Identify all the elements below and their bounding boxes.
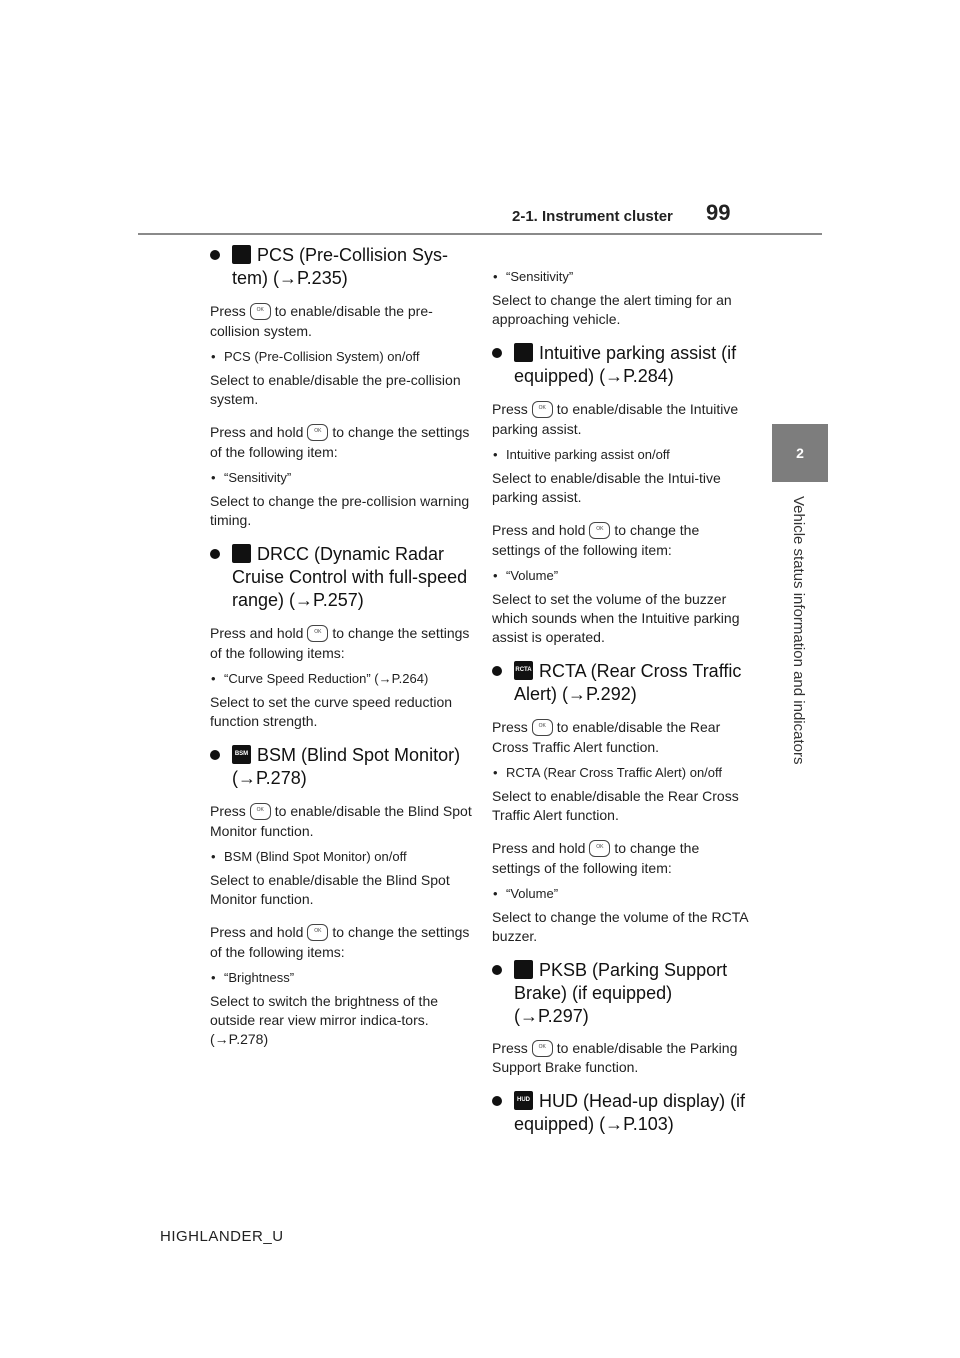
bsm-title: BSM (Blind Spot Monitor) ( — [232, 745, 461, 788]
hud-heading — [492, 1090, 750, 1136]
pcs-press-text: to enable/disable the pre-collision system. — [210, 303, 433, 339]
ref-arrow: → — [605, 1114, 624, 1134]
ipa-desc-onoff: Select to enable/disable the Intui-tive parking assist. — [492, 470, 721, 505]
bullet-icon — [492, 666, 502, 676]
bsm-press — [210, 801, 472, 841]
pcs-icon — [232, 245, 251, 264]
pksb-heading — [492, 959, 750, 1028]
rcta-press-text: to enable/disable the Rear Cross Traffic Alert function. — [492, 719, 721, 755]
sensitivity-desc: Select to change the alert timing for an approaching vehicle. — [492, 292, 732, 327]
bsm-desc-brightness-text: Select to switch the brightness of the outside rear view mirror indica-tors. ( — [210, 993, 439, 1047]
press-hold-label: Press and hold — [210, 625, 304, 641]
rcta-icon: RCTA — [514, 661, 533, 680]
bsm-icon: BSM — [232, 745, 251, 764]
chapter-title: Vehicle status information and indicators — [790, 496, 807, 765]
ok-button-icon — [532, 719, 553, 736]
rcta-hold-text: to change the settings of the following item: — [492, 840, 700, 876]
press-hold-label: Press and hold — [210, 924, 304, 940]
bullet-icon — [210, 250, 220, 260]
pksb-ref[interactable]: P.297) — [538, 1006, 589, 1026]
ok-button-icon — [589, 522, 610, 539]
right-column — [492, 268, 750, 1147]
ref-arrow: → — [238, 768, 256, 788]
ref-arrow: → — [378, 671, 392, 686]
ipa-press-text: to enable/disable the Intuitive parking assist. — [492, 401, 739, 437]
drcc-item-curve — [210, 670, 472, 688]
rcta-ref[interactable]: P.292) — [586, 684, 637, 704]
rcta-hold — [492, 838, 750, 878]
pcs-desc-onoff: Select to enable/disable the pre-collision system. — [210, 372, 461, 407]
bullet-icon — [492, 1096, 502, 1106]
drcc-item-curve-text: “Curve Speed Reduction” ( — [224, 671, 379, 686]
bullet-icon — [210, 549, 220, 559]
rcta-press — [492, 717, 750, 757]
ipa-item-volume: • “Volume” — [492, 567, 750, 585]
bsm-ref[interactable]: P.278) — [256, 768, 307, 788]
press-hold-label: Press and hold — [492, 522, 586, 538]
ok-button-icon — [532, 1040, 553, 1057]
ipa-ref[interactable]: P.284) — [623, 366, 674, 386]
ok-button-icon — [250, 303, 271, 320]
pksb-press — [492, 1039, 750, 1077]
hud-icon: HUD — [514, 1091, 533, 1110]
ipa-desc-volume: Select to set the volume of the buzzer which sounds when the Intuitive parking assist is operated. — [492, 591, 740, 645]
ipa-heading — [492, 342, 750, 388]
ok-button-icon — [250, 803, 271, 820]
ref-arrow: → — [279, 268, 297, 288]
rcta-item-volume: • “Volume” — [492, 885, 750, 903]
press-label: Press — [210, 803, 246, 819]
ref-arrow: → — [605, 366, 624, 386]
pcs-hold — [210, 422, 472, 462]
pcs-press — [210, 301, 472, 341]
ipa-hold — [492, 520, 750, 560]
ipa-title: Intuitive parking assist (if equipped) ( — [514, 343, 737, 386]
ipa-hold-text: to change the settings of the following item: — [492, 522, 700, 558]
page-number: 99 — [706, 200, 731, 225]
bsm-hold-text: to change the settings of the following items: — [210, 924, 470, 960]
hud-title: HUD (Head-up display) (if equipped) ( — [514, 1091, 746, 1134]
left-column — [210, 244, 472, 1062]
bullet-icon — [210, 750, 220, 760]
ok-button-icon — [307, 424, 328, 441]
pcs-hold-text: to change the settings of the following item: — [210, 424, 470, 460]
bsm-item-brightness: • “Brightness” — [210, 969, 472, 987]
ok-button-icon — [589, 840, 610, 857]
bsm-hold — [210, 922, 472, 962]
press-hold-label: Press and hold — [492, 840, 586, 856]
rcta-desc-volume: Select to change the volume of the RCTA buzzer. — [492, 909, 748, 944]
bsm-item-onoff: • BSM (Blind Spot Monitor) on/off — [210, 848, 472, 866]
pcs-heading — [210, 244, 472, 290]
drcc-desc-curve: Select to set the curve speed reduction function strength. — [210, 694, 453, 729]
ok-button-icon — [532, 401, 553, 418]
bsm-heading — [210, 744, 472, 790]
press-label: Press — [492, 1040, 528, 1056]
ok-button-icon — [307, 625, 328, 642]
drcc-icon — [232, 544, 251, 563]
rcta-item-onoff: • RCTA (Rear Cross Traffic Alert) on/off — [492, 764, 750, 782]
pcs-item-sensitivity: • “Sensitivity” — [210, 469, 472, 487]
sensitivity-item: • “Sensitivity” — [492, 268, 750, 286]
rcta-heading — [492, 660, 750, 706]
bsm-press-text: to enable/disable the Blind Spot Monitor function. — [210, 803, 472, 839]
bsm-desc-brightness — [210, 992, 472, 1049]
rcta-title: RCTA (Rear Cross Traffic Alert) ( — [514, 661, 742, 704]
parking-assist-icon — [514, 343, 533, 362]
drcc-hold-text: to change the settings of the following items: — [210, 625, 470, 661]
press-label: Press — [210, 303, 246, 319]
ref-arrow: → — [568, 684, 586, 704]
press-label: Press — [492, 401, 528, 417]
pcs-ref[interactable]: P.235) — [297, 268, 348, 288]
press-hold-label: Press and hold — [210, 424, 304, 440]
ref-arrow: → — [520, 1006, 538, 1026]
bullet-icon — [492, 348, 502, 358]
footer-model: HIGHLANDER_U — [160, 1228, 284, 1245]
drcc-hold — [210, 623, 472, 663]
drcc-title: DRCC (Dynamic Radar Cruise Control with full-speed range) ( — [232, 544, 468, 610]
hud-ref[interactable]: P.103) — [623, 1114, 674, 1134]
rcta-desc-onoff: Select to enable/disable the Rear Cross Traffic Alert function. — [492, 788, 739, 823]
ipa-item-onoff: • Intuitive parking assist on/off — [492, 446, 750, 464]
ref-arrow: → — [295, 590, 314, 610]
drcc-item-curve-ref[interactable]: P.264) — [391, 671, 429, 686]
drcc-heading — [210, 543, 472, 612]
chapter-tab — [772, 424, 828, 482]
bullet-icon — [492, 965, 502, 975]
pksb-press-text: to enable/disable the Parking Support Brake function. — [492, 1040, 738, 1075]
section-title: 2-1. Instrument cluster — [512, 208, 673, 225]
pcs-title: PCS (Pre-Collision Sys-tem) ( — [232, 245, 449, 288]
bsm-desc-brightness-ref[interactable]: P.278) — [228, 1031, 269, 1047]
bsm-desc-onoff: Select to enable/disable the Blind Spot Monitor function. — [210, 872, 450, 907]
pcs-item-onoff: • PCS (Pre-Collision System) on/off — [210, 348, 472, 366]
header-divider — [138, 233, 822, 235]
ipa-press — [492, 399, 750, 439]
ref-arrow: → — [214, 1031, 229, 1047]
pksb-title: PKSB (Parking Support Brake) (if equipped) ( — [514, 960, 728, 1026]
pksb-icon — [514, 960, 533, 979]
pcs-desc-sensitivity: Select to change the pre-collision warning timing. — [210, 493, 470, 528]
ok-button-icon — [307, 924, 328, 941]
press-label: Press — [492, 719, 528, 735]
chapter-number: 2 — [796, 445, 804, 461]
drcc-ref[interactable]: P.257) — [313, 590, 364, 610]
